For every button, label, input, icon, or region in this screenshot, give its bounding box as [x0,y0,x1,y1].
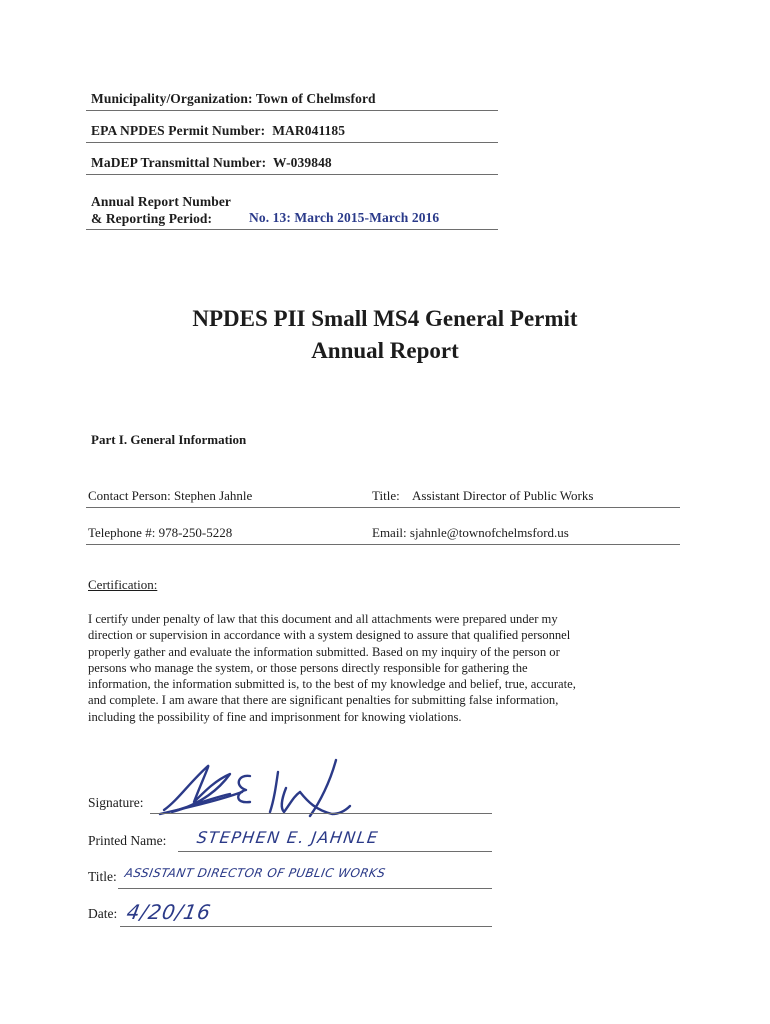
certification-line: I certify under penalty of law that this document and all attachments were prepared under my [88,612,558,626]
divider [86,110,498,111]
section-heading: Part I. General Information [91,432,247,447]
epa-permit-label: EPA NPDES Permit Number: [91,123,266,138]
annual-report-label-line2: & Reporting Period: [91,211,213,226]
date-label: Date: [88,906,118,921]
contact-title-field [372,488,593,504]
epa-permit-value: MAR041185 [272,123,346,138]
certification-line: persons who manage the system, or those persons directly responsible for gathering the [88,660,528,675]
printed-name-value: STEPHEN E. JAHNLE [195,828,380,847]
certification-line: information, the information submitted is, to the best of my knowledge and belief, true, accurate, [88,677,576,692]
email-value: sjahnle@townofchelmsford.us [409,525,569,540]
divider [86,544,680,545]
certification-text [88,611,688,725]
divider [86,229,498,230]
page-title-line2: Annual Report [311,338,459,363]
madep-label: MaDEP Transmittal Number: [91,155,267,170]
municipality-label: Municipality/Organization: [91,91,253,106]
divider [86,507,680,508]
annual-report-label-line1: Annual Report Number [91,194,232,209]
certification-heading: Certification: [88,577,158,592]
date-value: 4/20/16 [124,900,214,924]
annual-report-label [91,193,231,227]
certification-line: properly gather and evaluate the information submitted. Based on my inquiry of the person or [88,644,560,659]
email-field [372,525,569,541]
signature-line [150,813,492,814]
date-line [120,926,492,927]
municipality-value: Town of Chelmsford [255,91,376,106]
contact-person-value: Stephen Jahnle [173,488,253,503]
divider [86,142,498,143]
annual-report-value: No. 13: March 2015-March 2016 [249,210,440,225]
contact-person-label: Contact Person: [88,488,171,503]
madep-row [91,155,332,171]
telephone-value: 978-250-5228 [158,525,233,540]
page-title-line1: NPDES PII Small MS4 General Permit [192,306,578,331]
certification-line: direction or supervision in accordance with a system designed to assure that qualified personnel [88,628,571,643]
signature-label: Signature: [88,795,144,810]
telephone-field [88,525,232,541]
printed-name-label: Printed Name: [88,833,167,848]
signature-title-label: Title: [88,869,117,884]
printed-name-line [178,851,492,852]
title-line [118,888,492,889]
page-title [0,303,770,367]
contact-person-field [88,488,252,504]
contact-title-value: Assistant Director of Public Works [412,488,594,503]
contact-title-label: Title: [372,488,400,503]
madep-value: W-039848 [272,155,332,170]
signature-title-value: ASSISTANT DIRECTOR OF PUBLIC WORKS [123,866,387,880]
certification-line: and complete. I am aware that there are significant penalties for submitting false information, [88,693,559,708]
certification-line: including the possibility of fine and imprisonment for knowing violations. [88,709,462,724]
telephone-label: Telephone #: [88,525,156,540]
divider [86,174,498,175]
municipality-row [91,91,376,107]
email-label: Email: [372,525,407,540]
epa-permit-row [91,123,345,139]
